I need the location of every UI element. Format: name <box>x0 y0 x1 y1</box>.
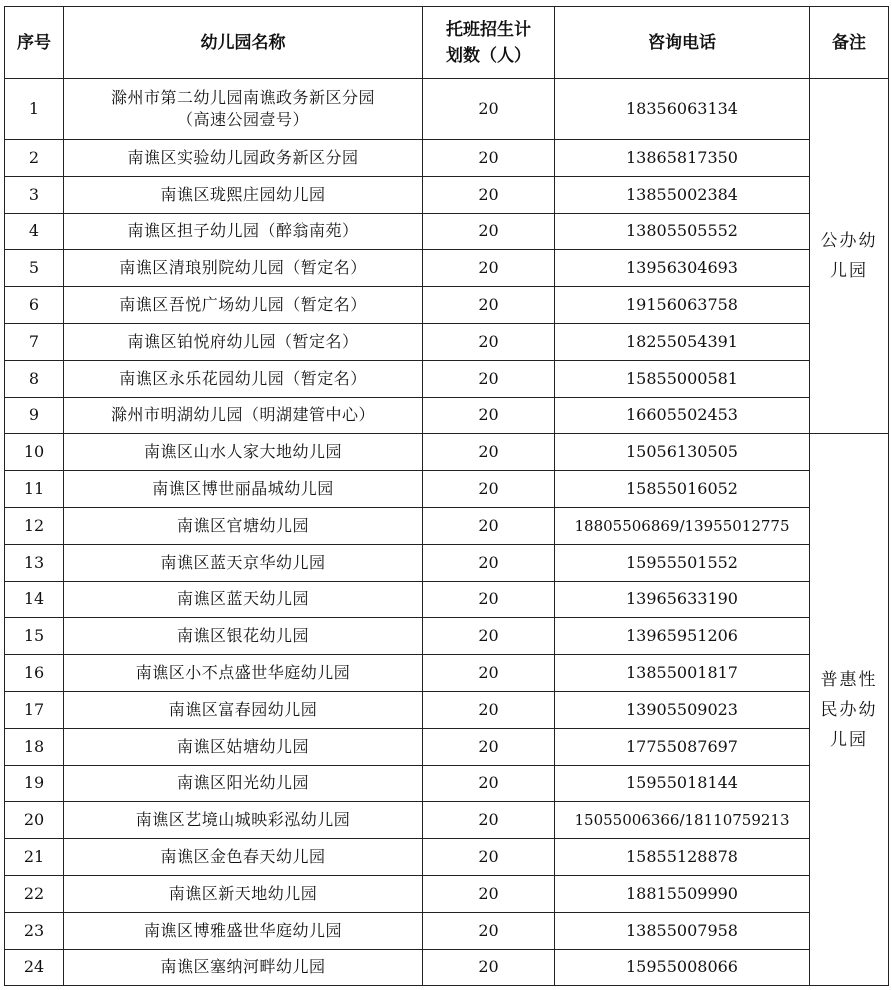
table-row <box>5 655 889 692</box>
cell-name: 南谯区阳光幼儿园 <box>64 765 423 802</box>
cell-plan: 20 <box>423 176 555 213</box>
header-note: 备注 <box>810 7 889 79</box>
header-phone: 咨询电话 <box>555 7 810 79</box>
cell-no: 1 <box>5 79 64 140</box>
cell-no: 13 <box>5 544 64 581</box>
cell-no: 21 <box>5 839 64 876</box>
cell-no: 5 <box>5 250 64 287</box>
cell-no: 7 <box>5 323 64 360</box>
cell-phone: 13805505552 <box>555 213 810 250</box>
cell-no: 20 <box>5 802 64 839</box>
cell-phone: 19156063758 <box>555 287 810 324</box>
cell-no: 4 <box>5 213 64 250</box>
cell-plan: 20 <box>423 434 555 471</box>
cell-no: 3 <box>5 176 64 213</box>
cell-no: 11 <box>5 471 64 508</box>
cell-plan: 20 <box>423 360 555 397</box>
cell-phone: 15955018144 <box>555 765 810 802</box>
header-name: 幼儿园名称 <box>64 7 423 79</box>
cell-name: 南谯区艺境山城映彩泓幼儿园 <box>64 802 423 839</box>
group-note-public-line2: 儿园 <box>830 261 868 282</box>
header-no: 序号 <box>5 7 64 79</box>
cell-name: 南谯区永乐花园幼儿园（暂定名） <box>64 360 423 397</box>
group-note-private-line2: 民办幼 <box>820 699 878 720</box>
group-note-private <box>810 434 889 986</box>
cell-phone: 15855000581 <box>555 360 810 397</box>
table-row <box>5 912 889 949</box>
cell-phone: 18255054391 <box>555 323 810 360</box>
table-row <box>5 250 889 287</box>
cell-plan: 20 <box>423 802 555 839</box>
cell-no: 23 <box>5 912 64 949</box>
table-row <box>5 765 889 802</box>
cell-name: 南谯区博雅盛世华庭幼儿园 <box>64 912 423 949</box>
cell-phone: 13965951206 <box>555 618 810 655</box>
table-row <box>5 176 889 213</box>
cell-name: 南谯区新天地幼儿园 <box>64 875 423 912</box>
cell-no: 22 <box>5 875 64 912</box>
table-row <box>5 360 889 397</box>
cell-plan: 20 <box>423 544 555 581</box>
cell-name: 南谯区铂悦府幼儿园（暂定名） <box>64 323 423 360</box>
cell-name: 南谯区蓝天幼儿园 <box>64 581 423 618</box>
cell-name: 南谯区吾悦广场幼儿园（暂定名） <box>64 287 423 324</box>
cell-phone: 13956304693 <box>555 250 810 287</box>
cell-name: 南谯区塞纳河畔幼儿园 <box>64 949 423 986</box>
cell-no: 24 <box>5 949 64 986</box>
cell-plan: 20 <box>423 618 555 655</box>
cell-name: 南谯区银花幼儿园 <box>64 618 423 655</box>
cell-no: 8 <box>5 360 64 397</box>
cell-phone: 15055006366/18110759213 <box>555 802 810 839</box>
cell-name: 南谯区清琅别院幼儿园（暂定名） <box>64 250 423 287</box>
table-row <box>5 434 889 471</box>
header-plan <box>423 7 555 79</box>
group-note-public <box>810 79 889 434</box>
table-row <box>5 691 889 728</box>
cell-phone: 17755087697 <box>555 728 810 765</box>
cell-no: 18 <box>5 728 64 765</box>
kindergarten-enrollment-table <box>4 6 889 986</box>
cell-plan: 20 <box>423 287 555 324</box>
cell-name: 南谯区实验幼儿园政务新区分园 <box>64 140 423 177</box>
cell-plan: 20 <box>423 581 555 618</box>
cell-name: 滁州市明湖幼儿园（明湖建管中心） <box>64 397 423 434</box>
header-plan-line2: 划数（人） <box>446 45 531 66</box>
cell-phone: 15955501552 <box>555 544 810 581</box>
table-row <box>5 397 889 434</box>
cell-name <box>64 79 423 140</box>
cell-name: 南谯区金色春天幼儿园 <box>64 839 423 876</box>
cell-plan: 20 <box>423 79 555 140</box>
cell-plan: 20 <box>423 507 555 544</box>
group-note-private-line3: 儿园 <box>830 729 868 750</box>
table-row <box>5 544 889 581</box>
table-row <box>5 323 889 360</box>
cell-plan: 20 <box>423 250 555 287</box>
cell-no: 16 <box>5 655 64 692</box>
table-row <box>5 79 889 140</box>
cell-no: 10 <box>5 434 64 471</box>
table-row <box>5 839 889 876</box>
cell-name: 南谯区担子幼儿园（醉翁南苑） <box>64 213 423 250</box>
table-row <box>5 581 889 618</box>
cell-plan: 20 <box>423 471 555 508</box>
cell-name: 南谯区珑熙庄园幼儿园 <box>64 176 423 213</box>
table-row <box>5 618 889 655</box>
cell-plan: 20 <box>423 949 555 986</box>
cell-phone: 16605502453 <box>555 397 810 434</box>
table-row <box>5 802 889 839</box>
table-row <box>5 471 889 508</box>
cell-plan: 20 <box>423 728 555 765</box>
cell-plan: 20 <box>423 655 555 692</box>
cell-no: 15 <box>5 618 64 655</box>
cell-no: 14 <box>5 581 64 618</box>
cell-plan: 20 <box>423 875 555 912</box>
cell-plan: 20 <box>423 397 555 434</box>
cell-plan: 20 <box>423 839 555 876</box>
cell-phone: 15955008066 <box>555 949 810 986</box>
cell-phone: 18815509990 <box>555 875 810 912</box>
cell-phone: 13855007958 <box>555 912 810 949</box>
cell-no: 12 <box>5 507 64 544</box>
group-note-public-line1: 公办幼 <box>820 231 878 252</box>
cell-plan: 20 <box>423 140 555 177</box>
cell-name-line2: （高速公园壹号） <box>176 110 309 129</box>
cell-no: 17 <box>5 691 64 728</box>
cell-name: 南谯区山水人家大地幼儿园 <box>64 434 423 471</box>
header-row <box>5 7 889 79</box>
cell-no: 19 <box>5 765 64 802</box>
cell-phone: 13855002384 <box>555 176 810 213</box>
cell-phone: 18805506869/13955012775 <box>555 507 810 544</box>
cell-name: 南谯区官塘幼儿园 <box>64 507 423 544</box>
table-row <box>5 507 889 544</box>
cell-plan: 20 <box>423 213 555 250</box>
cell-phone: 13905509023 <box>555 691 810 728</box>
cell-plan: 20 <box>423 765 555 802</box>
cell-phone: 15855016052 <box>555 471 810 508</box>
cell-name: 南谯区博世丽晶城幼儿园 <box>64 471 423 508</box>
cell-phone: 13965633190 <box>555 581 810 618</box>
header-plan-line1: 托班招生计 <box>446 19 531 40</box>
cell-phone: 15056130505 <box>555 434 810 471</box>
cell-phone: 15855128878 <box>555 839 810 876</box>
cell-plan: 20 <box>423 912 555 949</box>
cell-plan: 20 <box>423 691 555 728</box>
cell-name: 南谯区蓝天京华幼儿园 <box>64 544 423 581</box>
table-row <box>5 287 889 324</box>
table-row <box>5 213 889 250</box>
group-note-private-line1: 普惠性 <box>820 669 878 690</box>
table-row <box>5 949 889 986</box>
cell-phone: 13855001817 <box>555 655 810 692</box>
cell-phone: 13865817350 <box>555 140 810 177</box>
cell-name: 南谯区富春园幼儿园 <box>64 691 423 728</box>
table-row <box>5 728 889 765</box>
table-row <box>5 140 889 177</box>
table-row <box>5 875 889 912</box>
cell-no: 9 <box>5 397 64 434</box>
cell-no: 6 <box>5 287 64 324</box>
cell-plan: 20 <box>423 323 555 360</box>
cell-phone: 18356063134 <box>555 79 810 140</box>
cell-name: 南谯区姑塘幼儿园 <box>64 728 423 765</box>
cell-name-line1: 滁州市第二幼儿园南谯政务新区分园 <box>110 88 375 107</box>
cell-no: 2 <box>5 140 64 177</box>
cell-name: 南谯区小不点盛世华庭幼儿园 <box>64 655 423 692</box>
